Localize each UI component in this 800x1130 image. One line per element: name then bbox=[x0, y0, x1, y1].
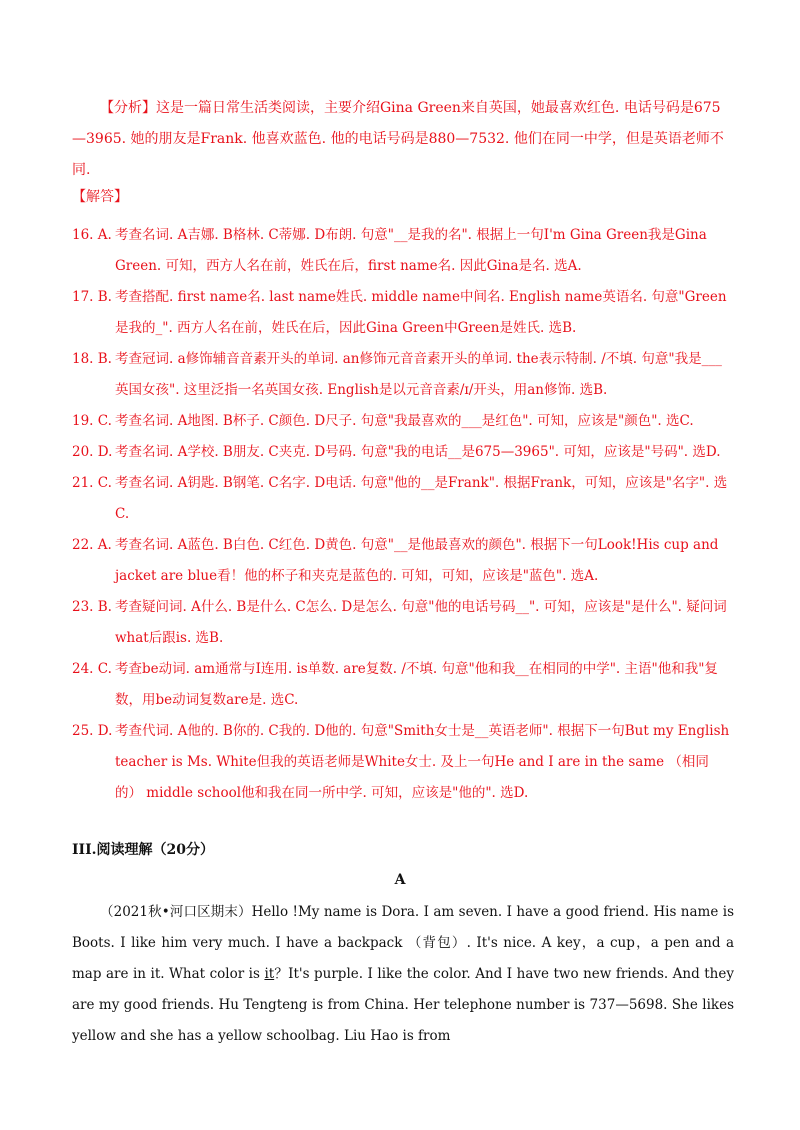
answer-text: 考查名词. A吉娜. B格林. C蒂娜. D布朗. 句意"__是我的名". 根据上一句I'm Gina Green我是Gina Green. 可知，西方人名在前，姓氏在后，first name名. 因此Gina是名. 选A. bbox=[115, 227, 707, 274]
answer-item bbox=[72, 406, 734, 437]
answer-number: 16. A. bbox=[72, 227, 112, 243]
answer-item bbox=[72, 654, 734, 716]
answer-number: 17. B. bbox=[72, 289, 112, 305]
analysis-label: 【分析】 bbox=[100, 100, 156, 116]
passage-text-after: ？It's purple. I like the color. And I have two new friends. And they are my good friends. Hu Tengteng is from China. Her telephone number is 737—5698. She likes yellow and she has a yellow schoolbag. Liu Hao is from bbox=[72, 966, 734, 1044]
answer-item bbox=[72, 530, 734, 592]
reading-passage bbox=[72, 897, 734, 1052]
section-title: III.阅读理解（20分） bbox=[72, 842, 215, 858]
answer-number: 20. D. bbox=[72, 444, 113, 460]
answer-heading: 【解答】 bbox=[72, 189, 128, 205]
answer-item bbox=[72, 220, 734, 282]
answer-text: 考查名词. A地图. B杯子. C颜色. D尺子. 句意"我最喜欢的___是红色". 可知，应该是"颜色". 选C. bbox=[115, 413, 694, 429]
answer-number: 24. C. bbox=[72, 661, 112, 677]
answer-text: 考查be动词. am通常与I连用. is单数. are复数. /不填. 句意"他和我__在相同的中学". 主语"他和我"复数，用be动词复数are是. 选C. bbox=[115, 661, 718, 708]
answer-item bbox=[72, 282, 734, 344]
answer-number: 22. A. bbox=[72, 537, 112, 553]
answer-item bbox=[72, 468, 734, 530]
analysis-text: 这是一篇日常生活类阅读，主要介绍Gina Green来自英国，她最喜欢红色. 电话号码是675—3965. 她的朋友是Frank. 他喜欢蓝色. 他的电话号码是880—7532. 他们在同一中学，但是英语老师不同. bbox=[72, 100, 724, 178]
answer-number: 18. B. bbox=[72, 351, 112, 367]
answer-text: 考查搭配. first name名. last name姓氏. middle name中间名. English name英语名. 句意"Green是我的_". 西方人名在前，姓氏在后，因此Gina Green中Green是姓氏. 选B. bbox=[115, 289, 727, 336]
analysis-paragraph bbox=[72, 93, 734, 186]
answer-item bbox=[72, 592, 734, 654]
answer-text: 考查名词. A蓝色. B白色. C红色. D黄色. 句意"__是他最喜欢的颜色". 根据下一句Look!His cup and jacket are blue看！他的杯子和夹克是蓝色的. 可知，可知，应该是"蓝色". 选A. bbox=[115, 537, 719, 584]
answer-item bbox=[72, 344, 734, 406]
answer-text: 考查冠词. a修饰辅音音素开头的单词. an修饰元音音素开头的单词. the表示特制. /不填. 句意"我是___英国女孩". 这里泛指一名英国女孩. English是以元音音素/ɪ/开头，用an修饰. 选B. bbox=[115, 351, 722, 398]
answer-number: 19. C. bbox=[72, 413, 112, 429]
answer-text: 考查名词. A学校. B朋友. C夹克. D号码. 句意"我的电话__是675—3965". 可知，应该是"号码". 选D. bbox=[115, 444, 721, 460]
answer-text: 考查代词. A他的. B你的. C我的. D他的. 句意"Smith女士是__英语老师". 根据下一句But my English teacher is Ms. White但我的英语老师是White女士. 及上一句He and I are in the same （相同的） middle school他和我在同一所中学. 可知，应该是"他的". 选D. bbox=[115, 723, 730, 801]
answer-text: 考查名词. A钥匙. B钢笔. C名字. D电话. 句意"他的__是Frank". 根据Frank，可知，应该是"名字". 选C. bbox=[115, 475, 728, 522]
passage-underlined-word: it bbox=[264, 966, 275, 982]
passage-text-before: （2021秋•河口区期末）Hello !My name is Dora. I am seven. I have a good friend. His name is Boots. I like him very much. I have a backpack （背包）. It's nice. A key，a cup，a pen and a map are in it. What color is bbox=[72, 904, 734, 982]
answer-item bbox=[72, 716, 734, 809]
answer-list bbox=[72, 220, 734, 809]
answer-item bbox=[72, 437, 734, 468]
part-label: A bbox=[394, 872, 406, 888]
answer-number: 23. B. bbox=[72, 599, 112, 615]
answer-number: 21. C. bbox=[72, 475, 112, 491]
answer-text: 考查疑问词. A什么. B是什么. C怎么. D是怎么. 句意"他的电话号码__". 可知，应该是"是什么". 疑问词what后跟is. 选B. bbox=[115, 599, 727, 646]
answer-number: 25. D. bbox=[72, 723, 113, 739]
